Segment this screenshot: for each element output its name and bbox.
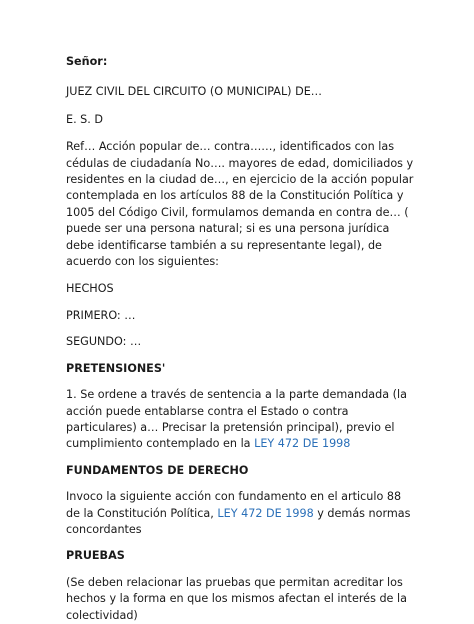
fundamentos-text-2: y demás normas concordantes bbox=[66, 506, 411, 536]
pruebas-heading: PRUEBAS bbox=[66, 549, 125, 563]
hecho-segundo: SEGUNDO: … bbox=[66, 335, 142, 349]
ley-472-link-2[interactable]: LEY 472 DE 1998 bbox=[217, 506, 314, 520]
pretension-1 bbox=[66, 387, 418, 453]
pretension-1-text: 1. Se ordene a través de sentencia a la parte demandada (la acción puede entablarse contra el Estado o contra particulares) a… Precisar la pretensión principal), previo el cumplimiento contemplado en la bbox=[66, 388, 407, 451]
document-body bbox=[66, 54, 418, 624]
hechos-heading: HECHOS bbox=[66, 282, 114, 296]
ley-472-link-1[interactable]: LEY 472 DE 1998 bbox=[254, 437, 351, 451]
recipient-line: JUEZ CIVIL DEL CIRCUITO (O MUNICIPAL) DE… bbox=[66, 85, 322, 99]
reference-paragraph: Ref… Acción popular de… contra……, identificados con las cédulas de ciudadanía No…. mayores de edad, domiciliados y residentes en la ciudad de…, en ejercicio de la acción popular contemplada en los artículos 88 de la Constitución Política y 1005 del Código Civil, formulamos demanda en contra de… ( puede ser una persona natural; si es una persona jurídica debe identificarse también a su representante legal), de acuerdo con los siguientes: bbox=[66, 140, 414, 269]
pruebas-paragraph: (Se deben relacionar las pruebas que permitan acreditar los hechos y la forma en que los mismos afectan el interés de la colectividad) bbox=[66, 575, 407, 622]
pretensiones-heading: PRETENSIONES' bbox=[66, 361, 166, 375]
fundamentos-paragraph bbox=[66, 489, 418, 538]
hecho-primero: PRIMERO: … bbox=[66, 308, 136, 322]
fundamentos-text-1: Invoco la siguiente acción con fundamento en el articulo 88 de la Constitución Política, bbox=[66, 490, 402, 520]
fundamentos-heading: FUNDAMENTOS DE DERECHO bbox=[66, 463, 249, 477]
salutation: Señor: bbox=[66, 55, 108, 68]
esd-line: E. S. D bbox=[66, 112, 104, 126]
